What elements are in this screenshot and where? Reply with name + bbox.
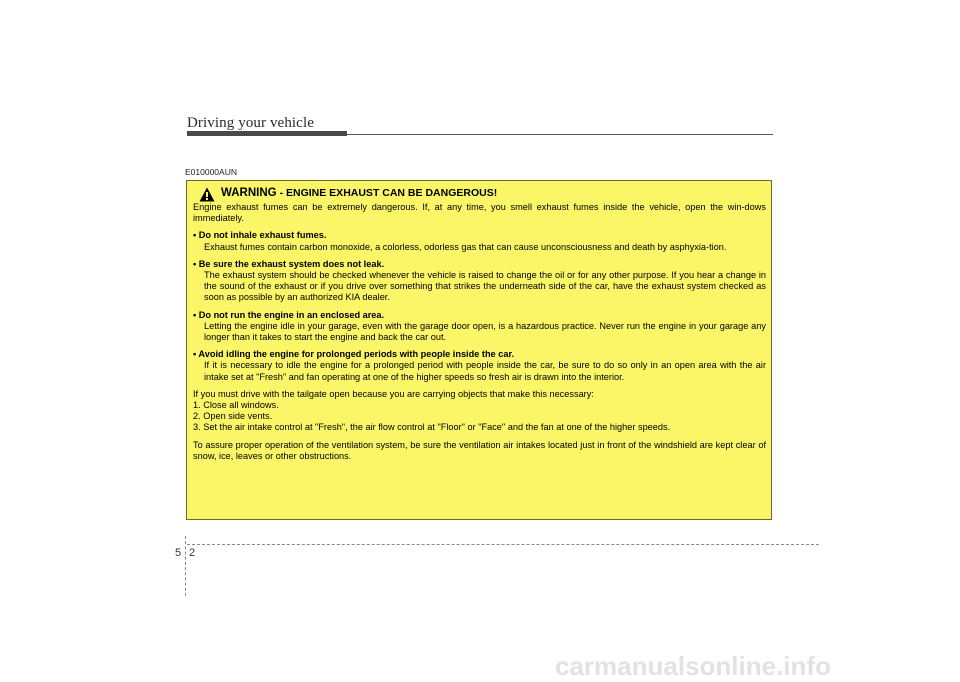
bullet-body: Exhaust fumes contain carbon monoxide, a colorless, odorless gas that can cause unconsciousness and death by asphyxia-tion.	[204, 241, 727, 252]
bullet-body: If it is necessary to idle the engine for a prolonged period with people inside the car, be sure to do so only in an open area with the air intake set at "Fresh" and fan operating at one of the higher speeds so fresh air is drawn into the interior.	[204, 360, 766, 382]
bullet-title: • Be sure the exhaust system does not leak.	[193, 258, 385, 269]
warning-triangle-icon	[199, 187, 215, 202]
watermark: carmanualsonline.info	[555, 651, 831, 681]
warning-label: WARNING	[221, 187, 277, 200]
bullet-title: • Avoid idling the engine for prolonged periods with people inside the car.	[193, 349, 515, 360]
tailgate-instructions	[193, 389, 766, 434]
page-number: 2	[189, 547, 196, 559]
warning-box	[186, 180, 772, 520]
step-item: 2. Open side vents.	[193, 411, 273, 422]
bullet-title: • Do not run the engine in an enclosed area.	[193, 309, 385, 320]
chapter-number: 5	[175, 547, 182, 559]
bullet-body: Letting the engine idle in your garage, even with the garage door open, is a hazardous practice. Never run the engine in your garage any longer than it takes to start the engine and back the car out.	[204, 320, 766, 343]
footer-dashed-rule	[187, 544, 819, 545]
bullet-title: • Do not inhale exhaust fumes.	[193, 230, 327, 241]
step-item: 1. Close all windows.	[193, 400, 279, 411]
bullet-body: The exhaust system should be checked whenever the vehicle is raised to change the oil or for any other purpose. If you hear a change in the sound of the exhaust or if you drive over something that strikes the underneath side of the car, have the exhaust system checked as soon as possible by an authorized KIA dealer.	[204, 270, 766, 303]
footer-vertical-rule	[185, 536, 186, 596]
warning-subtitle: - ENGINE EXHAUST CAN BE DANGEROUS!	[279, 187, 498, 200]
warning-header	[199, 186, 766, 202]
section-code: E010000AUN	[185, 167, 237, 177]
page-header-title: Driving your vehicle	[187, 115, 314, 131]
header-accent-bar	[187, 131, 347, 136]
warning-intro: Engine exhaust fumes can be extremely dangerous. If, at any time, you smell exhaust fumes inside the vehicle, open the win-dows immediately.	[193, 202, 766, 224]
tailgate-intro: If you must drive with the tailgate open because you are carrying objects that make this necessary:	[193, 388, 594, 399]
step-item: 3. Set the air intake control at "Fresh", the air flow control at "Floor" or "Face" and the fan at one of the higher speeds.	[193, 422, 671, 433]
warning-closing: To assure proper operation of the ventilation system, be sure the ventilation air intakes located just in front of the windshield are kept clear of snow, ice, leaves or other obstructions.	[193, 439, 766, 461]
